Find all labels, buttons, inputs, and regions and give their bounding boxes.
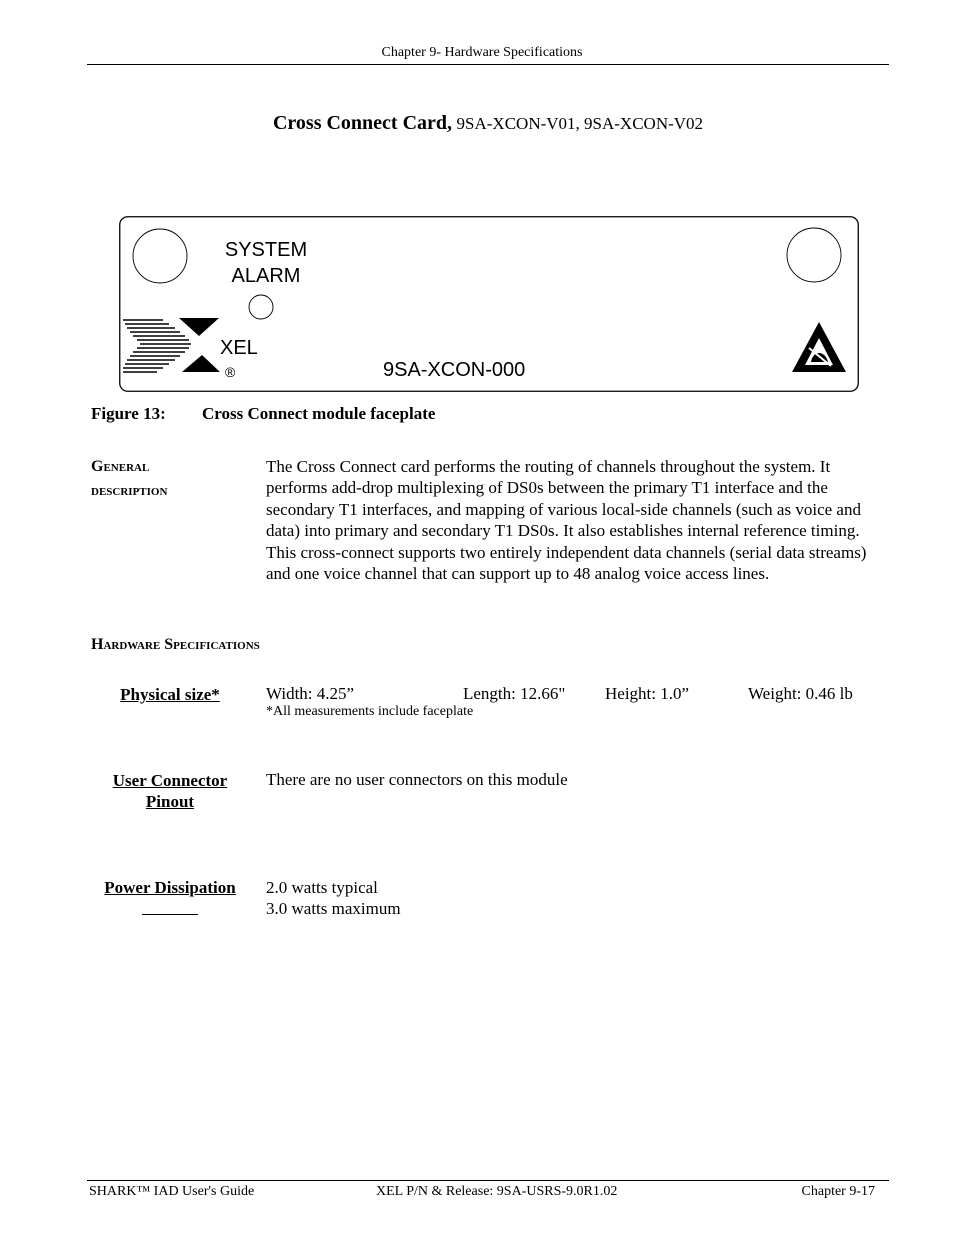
general-heading-line2: description	[91, 482, 168, 499]
card-name: Cross Connect Card,	[272, 112, 453, 134]
faceplate-brand: XEL	[220, 337, 258, 359]
faceplate-alarm-label: ALARM	[231, 265, 301, 287]
user-connector-label	[91, 770, 249, 812]
running-header: Chapter 9- Hardware Specifications	[381, 45, 583, 60]
figure-title: Cross Connect module faceplate	[202, 404, 436, 423]
power-maximum: 3.0 watts maximum	[266, 899, 401, 918]
footer-rule	[87, 1180, 889, 1181]
faceplate-model-number: 9SA-XCON-000	[383, 359, 526, 381]
physical-weight: Weight: 0.46 lb	[748, 684, 853, 703]
user-connector-label-line1: User Connector	[112, 771, 228, 790]
general-description-text: The Cross Connect card performs the routing of channels throughout the system. It performs add-drop multiplexing of DS0s between the primary T1 interface and the secondary T1 interfaces, and mapping of various local-side channels (such as voice and data) into primary and secondary T1 DS0s. It also establishes internal reference timing. This cross-connect supports two entirely independent data channels (serial data streams) and one voice channel that can support up to 48 analog voice access lines.	[266, 457, 867, 584]
physical-size-note: *All measurements include faceplate	[266, 704, 474, 719]
registered-mark: ®	[225, 364, 236, 380]
footer-center: XEL P/N & Release: 9SA-USRS-9.0R1.02	[376, 1184, 618, 1199]
user-connector-label-line2: Pinout	[145, 792, 195, 811]
faceplate-figure	[119, 216, 859, 392]
header-rule	[87, 64, 889, 65]
footer-right: Chapter 9-17	[801, 1184, 875, 1199]
user-connector-text: There are no user connectors on this module	[266, 770, 568, 789]
faceplate-system-label: SYSTEM	[224, 239, 308, 261]
figure-caption	[91, 404, 435, 424]
physical-width: Width: 4.25”	[266, 684, 355, 703]
physical-height: Height: 1.0”	[605, 684, 690, 703]
page-title	[0, 112, 954, 135]
general-heading-line1: General	[91, 458, 150, 475]
figure-number: Figure 13:	[91, 404, 166, 423]
power-label-underline	[142, 914, 198, 915]
physical-length: Length: 12.66"	[463, 684, 566, 703]
physical-size-label: Physical size*	[120, 685, 220, 704]
hardware-specifications-heading: Hardware Specifications	[91, 636, 260, 653]
power-dissipation-label: Power Dissipation	[104, 878, 236, 897]
power-typical: 2.0 watts typical	[266, 878, 378, 897]
general-description-heading	[91, 455, 167, 503]
footer-left: SHARK™ IAD User's Guide	[89, 1184, 255, 1199]
card-part-numbers: 9SA-XCON-V01, 9SA-XCON-V02	[456, 114, 704, 133]
